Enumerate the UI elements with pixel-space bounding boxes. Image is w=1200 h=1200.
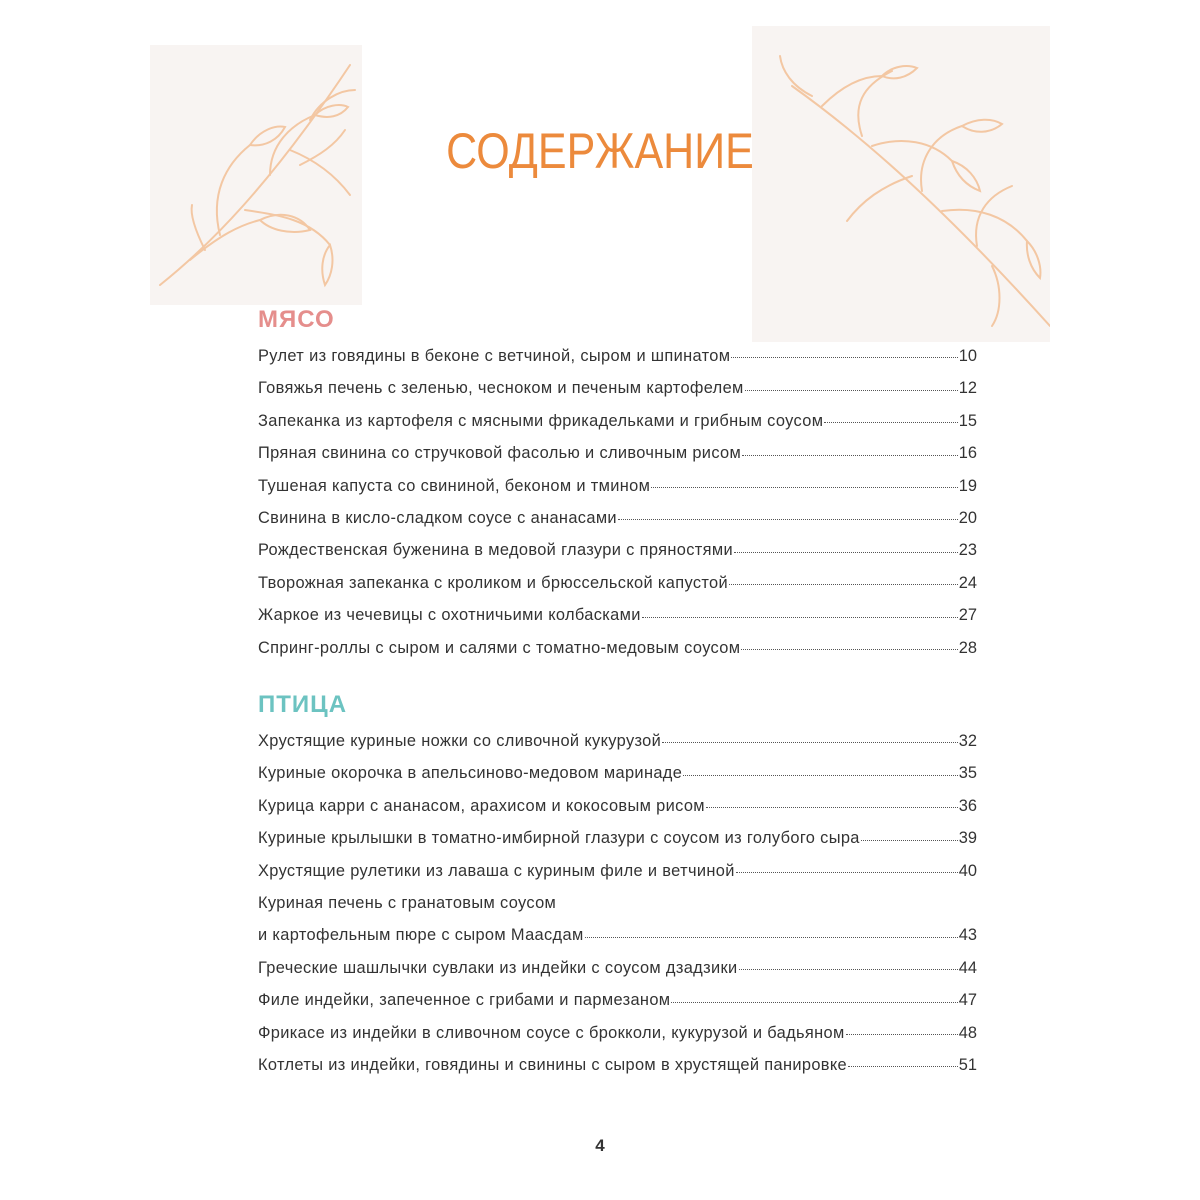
toc-entry[interactable] <box>258 502 977 534</box>
toc-entry[interactable] <box>258 757 977 789</box>
page-number: 4 <box>595 1136 605 1155</box>
toc-entry-page: 15 <box>958 411 977 430</box>
toc-entry[interactable] <box>258 984 977 1016</box>
toc-entry-title: Творожная запеканка с кроликом и брюссельской капустой <box>258 573 729 592</box>
toc-entry[interactable] <box>258 372 977 404</box>
toc-entry-page: 35 <box>958 764 977 783</box>
toc-entry[interactable] <box>258 470 977 502</box>
toc-entry[interactable] <box>258 1017 977 1049</box>
dot-leader <box>846 1033 958 1035</box>
toc-entry[interactable] <box>258 599 977 631</box>
toc-entry-title: Куриная печень с гранатовым соусом <box>258 893 557 912</box>
toc-entry-title: Запеканка из картофеля с мясными фрикадельками и грибным соусом <box>258 411 824 430</box>
toc-entry-page: 19 <box>958 476 977 495</box>
toc-entry-title: Тушеная капуста со свининой, беконом и тмином <box>258 476 651 495</box>
dot-leader <box>824 421 957 423</box>
toc-entry-title: Пряная свинина со стручковой фасолью и сливочным рисом <box>258 444 742 463</box>
toc-entry-title: Говяжья печень с зеленью, чесноком и печеным картофелем <box>258 379 744 398</box>
dot-leader <box>739 968 958 970</box>
toc-entry-page: 27 <box>958 606 977 625</box>
toc-entry-title: Хрустящие куриные ножки со сливочной кукурузой <box>258 732 662 750</box>
toc-entry[interactable] <box>258 1049 977 1081</box>
section-heading-meat: МЯСО <box>258 306 335 333</box>
toc-entry-title: Филе индейки, запеченное с грибами и пармезаном <box>258 991 671 1010</box>
dot-leader <box>585 936 958 938</box>
dot-leader <box>683 774 958 776</box>
toc-entry-title: Хрустящие рулетики из лаваша с куриным филе и ветчиной <box>258 861 735 880</box>
toc-entry[interactable] <box>258 822 977 854</box>
toc-entry[interactable] <box>258 919 977 951</box>
toc-entry[interactable] <box>258 855 977 887</box>
toc-entry-page: 24 <box>958 573 977 592</box>
dot-leader <box>736 871 958 873</box>
dot-leader <box>731 356 957 358</box>
toc-entry-title: Куриные крылышки в томатно-имбирной глазури с соусом из голубого сыра <box>258 829 860 848</box>
toc-entry-page: 20 <box>958 508 977 527</box>
dot-leader <box>729 583 958 585</box>
toc-entry-first-line[interactable] <box>258 887 977 919</box>
toc-entry-page: 12 <box>958 379 977 398</box>
toc-entry[interactable] <box>258 405 977 437</box>
toc-list-poultry <box>258 725 977 1081</box>
dot-leader <box>671 1001 957 1003</box>
dot-leader <box>651 486 958 488</box>
toc-entry-title: Свинина в кисло-сладком соусе с ананасами <box>258 508 617 527</box>
toc-entry-page: 36 <box>958 796 977 815</box>
toc-entry-page: 23 <box>958 541 977 560</box>
toc-entry-title: Греческие шашлычки сувлаки из индейки с соусом дзадзики <box>258 958 738 977</box>
toc-entry-page: 16 <box>958 444 977 463</box>
toc-entry[interactable] <box>258 534 977 566</box>
dot-leader <box>642 616 958 618</box>
toc-entry-title: Котлеты из индейки, говядины и свинины с сыром в хрустящей панировке <box>258 1055 848 1074</box>
toc-entry-title: Куриные окорочка в апельсиново-медовом маринаде <box>258 764 683 783</box>
dot-leader <box>848 1065 958 1067</box>
toc-entry-title: Рулет из говядины в беконе с ветчиной, сыром и шпинатом <box>258 347 731 365</box>
toc-entry-page: 40 <box>958 861 977 880</box>
toc-entry[interactable] <box>258 437 977 469</box>
toc-entry[interactable] <box>258 790 977 822</box>
dot-leader <box>734 551 958 553</box>
toc-entry-title: Спринг-роллы с сыром и салями с томатно-медовым соусом <box>258 638 741 657</box>
toc-entry-page: 28 <box>958 638 977 657</box>
toc-entry-page: 32 <box>958 732 977 750</box>
toc-list-meat <box>258 340 977 664</box>
toc-entry[interactable] <box>258 567 977 599</box>
dot-leader <box>861 839 958 841</box>
dot-leader <box>745 389 958 391</box>
toc-entry-page: 51 <box>958 1055 977 1074</box>
toc-entry-page: 48 <box>958 1023 977 1042</box>
toc-entry[interactable] <box>258 340 977 372</box>
dot-leader <box>706 806 958 808</box>
dot-leader <box>742 454 958 456</box>
dot-leader <box>618 518 958 520</box>
toc-entry-title: Курица карри с ананасом, арахисом и кокосовым рисом <box>258 796 705 815</box>
toc-entry-page: 43 <box>958 926 977 945</box>
toc-entry[interactable] <box>258 952 977 984</box>
herb-sprig-right-illustration <box>752 26 1050 342</box>
page-title: СОДЕРЖАНИЕ <box>446 123 754 179</box>
toc-entry-title: Жаркое из чечевицы с охотничьими колбасками <box>258 606 641 625</box>
toc-entry-title: и картофельным пюре с сыром Маасдам <box>258 926 584 945</box>
toc-entry-title: Фрикасе из индейки в сливочном соусе с брокколи, кукурузой и бадьяном <box>258 1023 845 1042</box>
toc-entry-page: 39 <box>958 829 977 848</box>
toc-entry-page: 47 <box>958 991 977 1010</box>
toc-entry[interactable] <box>258 632 977 664</box>
dot-leader <box>662 741 958 743</box>
toc-entry-page: 10 <box>958 347 977 365</box>
dot-leader <box>741 648 957 650</box>
toc-entry[interactable] <box>258 725 977 757</box>
toc-entry-page: 44 <box>958 958 977 977</box>
section-heading-poultry: ПТИЦА <box>258 691 348 718</box>
toc-entry-title: Рождественская буженина в медовой глазури с пряностями <box>258 541 733 560</box>
